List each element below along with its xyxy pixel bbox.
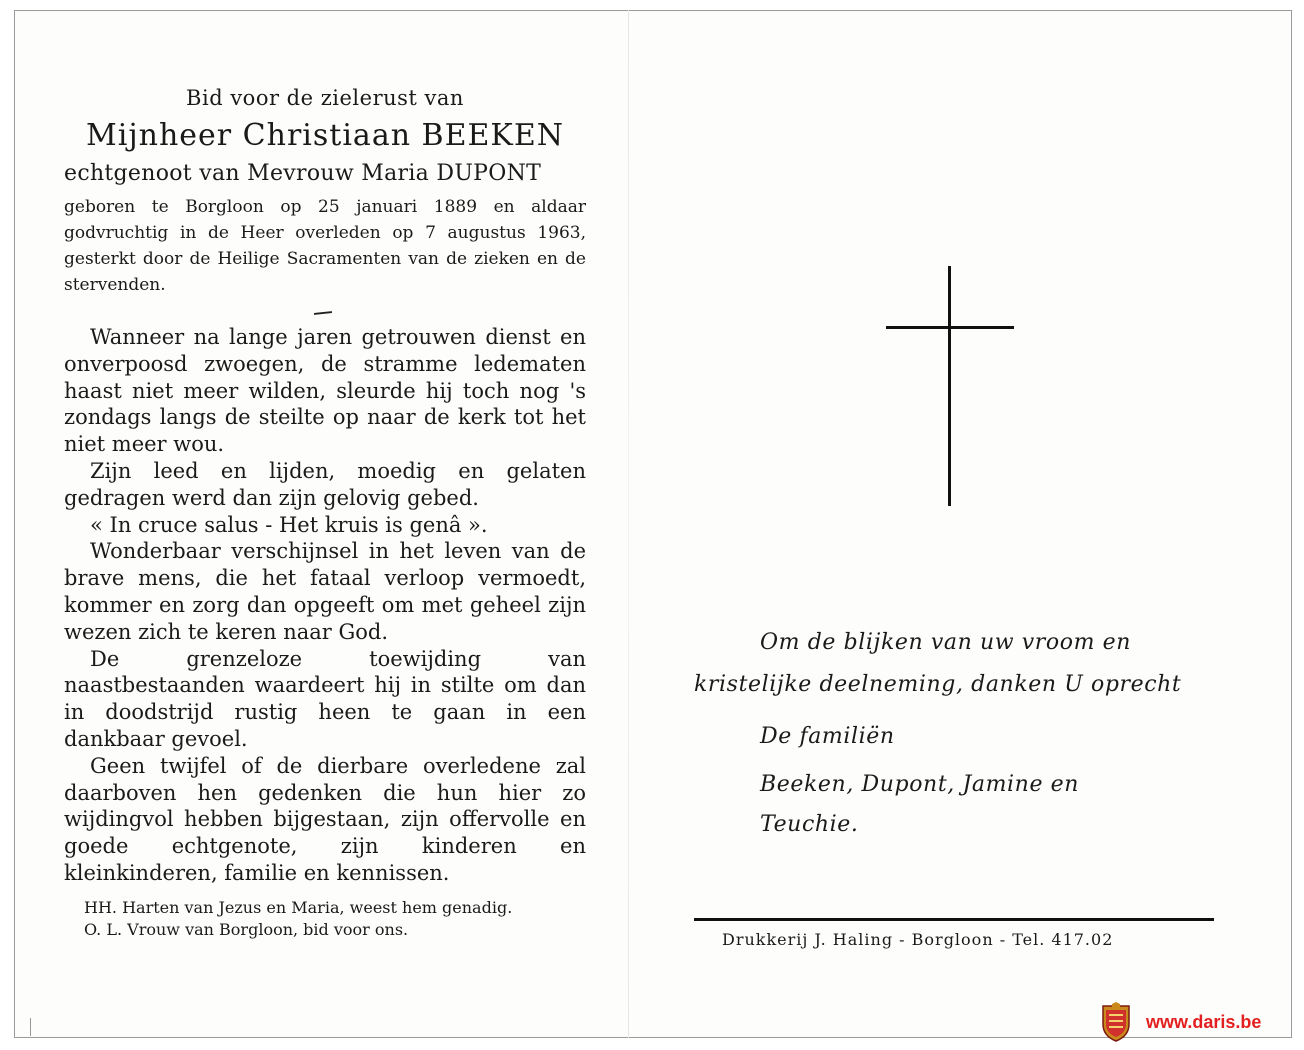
intro-text: Bid voor de zielerust van bbox=[186, 86, 464, 110]
cross-icon bbox=[886, 266, 1014, 506]
bio-paragraph: De grenzeloze toewijding van naastbestaanden waardeert hij in stilte om dan in doodstrijd rustig heen te gaan in een dankbaar gevoel. bbox=[64, 646, 586, 751]
spouse-line: echtgenoot van Mevrouw Maria DUPONT bbox=[64, 161, 542, 186]
biography bbox=[64, 324, 586, 887]
prayers bbox=[64, 897, 586, 941]
deceased-name: Mijnheer Christiaan BEEKEN bbox=[86, 118, 564, 153]
bio-motto: « In cruce salus - Het kruis is genâ ». bbox=[90, 512, 488, 537]
bio-paragraph: Wanneer na lange jaren getrouwen dienst en onverpoosd zwoegen, de stramme ledematen haast niet meer wilden, sleurde hij toch nog 's zondags langs de steilte op naar de kerk tot het niet meer wou. bbox=[64, 325, 586, 457]
families-label: De familiën bbox=[760, 724, 895, 749]
prayer-line: HH. Harten van Jezus en Maria, weest hem genadig. bbox=[84, 897, 513, 917]
bio-paragraph: Geen twijfel of de dierbare overledene zal daarboven hen gedenken die hun hier zo wijdingvol hebben bijgestaan, zijn offervolle en goede echtgenote, zijn kinderen en kleinkinderen, familie en kennissen. bbox=[64, 753, 586, 885]
thanks-line-1: Om de blijken van uw vroom en bbox=[760, 630, 1132, 655]
separator-dash bbox=[314, 311, 332, 315]
bio-paragraph: Wonderbaar verschijnsel in het leven van de brave mens, die het fataal verloop vermoedt, kommer en zorg dan opgeeft om met geheel zijn wezen zich te keren naar God. bbox=[64, 539, 586, 644]
card-fold bbox=[628, 10, 629, 1038]
cross-vertical-bar bbox=[948, 266, 951, 506]
birth-death-text: geboren te Borgloon op 25 januari 1889 en aldaar godvruchtig in de Heer overleden op 7 augustus 1963, gesterkt door de Heilige Sacramenten van de zieken en de stervenden. bbox=[64, 197, 586, 295]
prayer-line: O. L. Vrouw van Borgloon, bid voor ons. bbox=[84, 919, 409, 939]
crest-icon bbox=[1100, 1002, 1132, 1042]
thanks-line-2: kristelijke deelneming, danken U oprecht bbox=[694, 672, 1182, 697]
footer-rule bbox=[694, 918, 1214, 921]
families-line-1: Beeken, Dupont, Jamine en bbox=[760, 772, 1080, 797]
cross-horizontal-bar bbox=[886, 326, 1014, 329]
families-line-2: Teuchie. bbox=[760, 812, 859, 837]
bio-paragraph: Zijn leed en lijden, moedig en gelaten gedragen werd dan zijn gelovig gebed. bbox=[64, 458, 586, 510]
left-page bbox=[64, 86, 586, 941]
scan-mark bbox=[30, 1018, 31, 1036]
printer-credit: Drukkerij J. Haling - Borgloon - Tel. 417.02 bbox=[722, 930, 1114, 949]
watermark-url: www.daris.be bbox=[1146, 1012, 1262, 1032]
